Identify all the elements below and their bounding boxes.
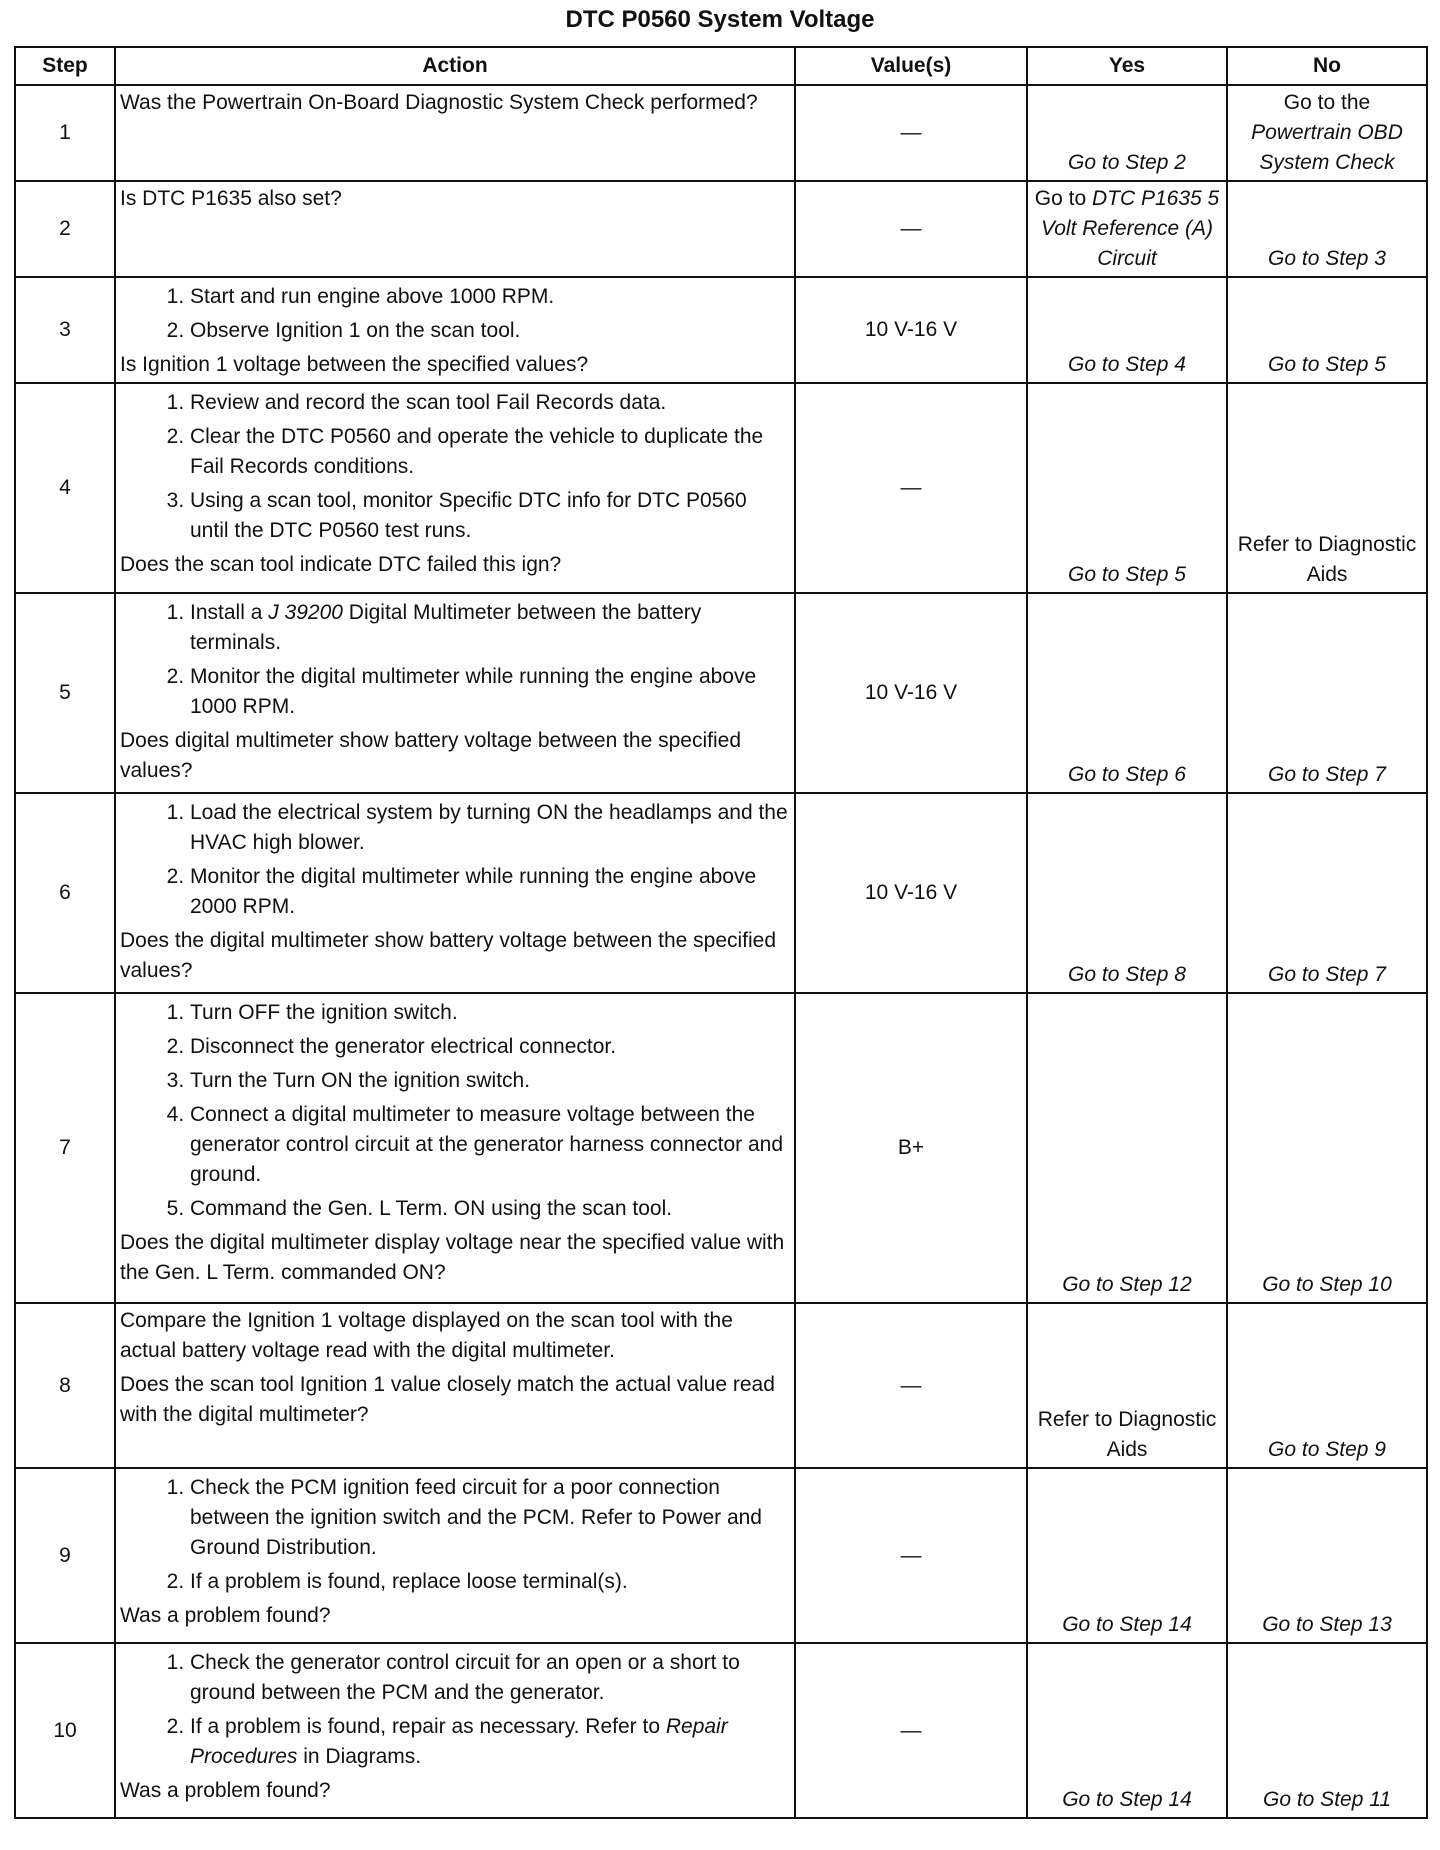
yes-cell: Go to Step 4 — [1027, 277, 1227, 383]
action-substep: 2. Monitor the digital multimeter while running the engine above 1000 RPM. — [190, 662, 790, 722]
action-substep: 2. Clear the DTC P0560 and operate the vehicle to duplicate the Fail Records conditions. — [190, 422, 790, 482]
table-row — [15, 181, 1427, 277]
action-question: Does the scan tool Ignition 1 value closely match the actual value read with the digital multimeter? — [120, 1373, 775, 1426]
action-substep: 4. Connect a digital multimeter to measure voltage between the generator control circuit at the generator harness connector and ground. — [190, 1100, 790, 1190]
value-cell: B+ — [795, 993, 1027, 1303]
step-number: 7 — [15, 993, 115, 1303]
action-substep: 1. Check the PCM ignition feed circuit for a poor connection between the ignition switch and the PCM. Refer to Power and Ground Distribution. — [190, 1473, 790, 1563]
action-cell — [115, 793, 795, 993]
action-substep: 2. Observe Ignition 1 on the scan tool. — [190, 316, 790, 346]
action-substep — [190, 598, 790, 658]
no-cell: Go to Step 5 — [1227, 277, 1427, 383]
action-text: Compare the Ignition 1 voltage displayed on the scan tool with the actual battery voltage read with the digital multimeter. — [120, 1309, 733, 1362]
table-row — [15, 85, 1427, 181]
value-cell: 10 V-16 V — [795, 277, 1027, 383]
no-cell: Go to Step 7 — [1227, 793, 1427, 993]
value-cell: — — [795, 1468, 1027, 1643]
no-cell: Go to Step 13 — [1227, 1468, 1427, 1643]
action-cell — [115, 1643, 795, 1818]
value-cell: 10 V-16 V — [795, 793, 1027, 993]
action-substep: 3. Turn the Turn ON the ignition switch. — [190, 1066, 790, 1096]
action-cell — [115, 277, 795, 383]
value-cell: — — [795, 85, 1027, 181]
table-row — [15, 383, 1427, 593]
header-yes: Yes — [1027, 47, 1227, 85]
header-action: Action — [115, 47, 795, 85]
table-header-row — [15, 47, 1427, 85]
step-number: 3 — [15, 277, 115, 383]
action-cell — [115, 993, 795, 1303]
yes-cell: Go to Step 8 — [1027, 793, 1227, 993]
table-row — [15, 993, 1427, 1303]
no-text: Go to the — [1283, 91, 1371, 114]
action-cell — [115, 1468, 795, 1643]
action-question: Is Ignition 1 voltage between the specified values? — [120, 353, 589, 376]
step-number: 6 — [15, 793, 115, 993]
yes-cell: Go to Step 6 — [1027, 593, 1227, 793]
value-cell: — — [795, 1643, 1027, 1818]
substep-text: If a problem is found, repair as necessary. Refer to — [190, 1715, 660, 1738]
action-substep: 2. Monitor the digital multimeter while running the engine above 2000 RPM. — [190, 862, 790, 922]
yes-cell: Refer to Diagnostic Aids — [1027, 1303, 1227, 1468]
yes-text: Go to — [1034, 187, 1087, 210]
diagnostic-table — [14, 46, 1428, 1819]
table-row — [15, 1468, 1427, 1643]
action-substep: 1. Review and record the scan tool Fail Records data. — [190, 388, 790, 418]
no-cell: Go to Step 3 — [1227, 181, 1427, 277]
yes-cell: Go to Step 2 — [1027, 85, 1227, 181]
action-question: Was a problem found? — [120, 1779, 331, 1802]
yes-cell: Go to Step 5 — [1027, 383, 1227, 593]
step-number: 8 — [15, 1303, 115, 1468]
no-cell — [1227, 85, 1427, 181]
action-cell: Is DTC P1635 also set? — [115, 181, 795, 277]
step-number: 5 — [15, 593, 115, 793]
table-row — [15, 793, 1427, 993]
action-substep: 5. Command the Gen. L Term. ON using the scan tool. — [190, 1194, 790, 1224]
action-substep: 2. Disconnect the generator electrical connector. — [190, 1032, 790, 1062]
step-number: 10 — [15, 1643, 115, 1818]
table-row — [15, 277, 1427, 383]
action-cell — [115, 1303, 795, 1468]
header-no: No — [1227, 47, 1427, 85]
no-cell: Go to Step 7 — [1227, 593, 1427, 793]
action-substep: 1. Check the generator control circuit for an open or a short to ground between the PCM and the generator. — [190, 1648, 790, 1708]
action-substep — [190, 1712, 790, 1772]
step-number: 4 — [15, 383, 115, 593]
yes-cell: Go to Step 14 — [1027, 1468, 1227, 1643]
action-substep: 1. Load the electrical system by turning ON the headlamps and the HVAC high blower. — [190, 798, 790, 858]
action-question: Does the digital multimeter display voltage near the specified value with the Gen. L Term. commanded ON? — [120, 1231, 785, 1284]
action-cell — [115, 383, 795, 593]
action-substep: 3. Using a scan tool, monitor Specific DTC info for DTC P0560 until the DTC P0560 test runs. — [190, 486, 790, 546]
step-number: 9 — [15, 1468, 115, 1643]
action-substep: 1. Turn OFF the ignition switch. — [190, 998, 790, 1028]
value-cell: — — [795, 181, 1027, 277]
header-step: Step — [15, 47, 115, 85]
no-cell: Go to Step 9 — [1227, 1303, 1427, 1468]
procedure-reference: Repair Procedures — [190, 1715, 728, 1768]
header-values: Value(s) — [795, 47, 1027, 85]
yes-cell — [1027, 181, 1227, 277]
yes-cell: Go to Step 12 — [1027, 993, 1227, 1303]
action-question: Does the digital multimeter show battery voltage between the specified values? — [120, 929, 777, 982]
action-substep: 1. Start and run engine above 1000 RPM. — [190, 282, 790, 312]
action-cell — [115, 593, 795, 793]
value-cell: — — [795, 1303, 1027, 1468]
no-cell: Refer to Diagnostic Aids — [1227, 383, 1427, 593]
step-number: 2 — [15, 181, 115, 277]
action-substep: 2. If a problem is found, replace loose terminal(s). — [190, 1567, 790, 1597]
action-question: Does digital multimeter show battery voltage between the specified values? — [120, 729, 741, 782]
substep-text: in Diagrams. — [303, 1745, 422, 1768]
yes-reference: DTC P1635 5 Volt Reference (A) Circuit — [1041, 187, 1220, 270]
substep-text: Digital Multimeter between the battery terminals. — [190, 601, 702, 654]
yes-cell: Go to Step 14 — [1027, 1643, 1227, 1818]
value-cell: 10 V-16 V — [795, 593, 1027, 793]
page-title: DTC P0560 System Voltage — [565, 6, 875, 33]
action-cell: Was the Powertrain On-Board Diagnostic System Check performed? — [115, 85, 795, 181]
table-row — [15, 1303, 1427, 1468]
value-cell: — — [795, 383, 1027, 593]
tool-reference: J 39200 — [268, 601, 343, 624]
substep-text: Install a — [190, 601, 263, 624]
step-number: 1 — [15, 85, 115, 181]
no-cell: Go to Step 10 — [1227, 993, 1427, 1303]
no-cell: Go to Step 11 — [1227, 1643, 1427, 1818]
table-row — [15, 593, 1427, 793]
action-question: Does the scan tool indicate DTC failed this ign? — [120, 553, 562, 576]
no-reference: Powertrain OBD System Check — [1251, 121, 1403, 174]
action-question: Was a problem found? — [120, 1604, 331, 1627]
table-row — [15, 1643, 1427, 1818]
